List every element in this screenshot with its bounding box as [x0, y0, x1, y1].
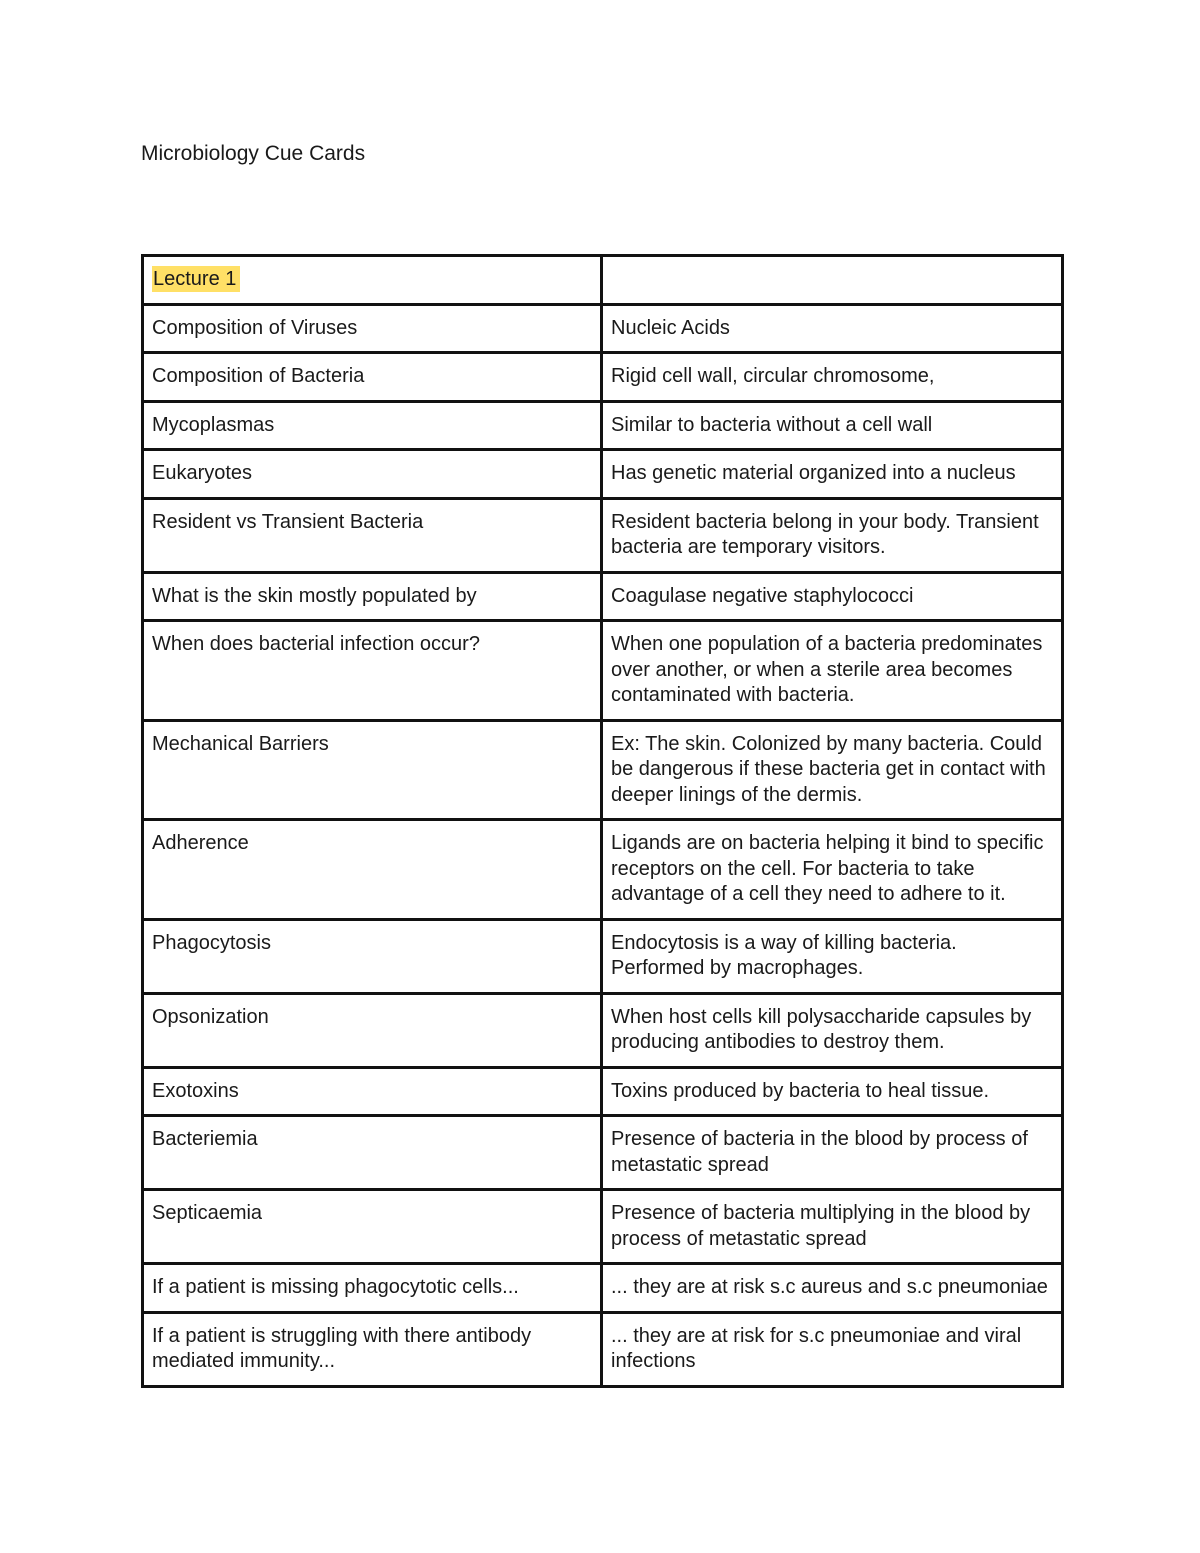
term-cell: Mechanical Barriers — [143, 720, 602, 820]
definition-cell: Endocytosis is a way of killing bacteria. Performed by macrophages. — [602, 919, 1063, 993]
table-row — [143, 1067, 1063, 1116]
table-row — [143, 353, 1063, 402]
table-row — [143, 621, 1063, 721]
section-label-highlight: Lecture 1 — [152, 266, 240, 292]
table-row — [143, 1264, 1063, 1313]
term-cell: Resident vs Transient Bacteria — [143, 498, 602, 572]
term-cell: Exotoxins — [143, 1067, 602, 1116]
term-cell: Bacteriemia — [143, 1116, 602, 1190]
section-header-cell — [143, 256, 602, 305]
term-cell: Phagocytosis — [143, 919, 602, 993]
table-row — [143, 993, 1063, 1067]
table-row — [143, 1312, 1063, 1386]
section-header-row — [143, 256, 1063, 305]
table-row — [143, 1190, 1063, 1264]
definition-cell: Coagulase negative staphylococci — [602, 572, 1063, 621]
term-cell: Mycoplasmas — [143, 401, 602, 450]
term-cell: Opsonization — [143, 993, 602, 1067]
cue-card-table-body — [143, 256, 1063, 1387]
table-row — [143, 1116, 1063, 1190]
term-cell: If a patient is missing phagocytotic cells... — [143, 1264, 602, 1313]
term-cell: Eukaryotes — [143, 450, 602, 499]
definition-cell: When host cells kill polysaccharide capsules by producing antibodies to destroy them. — [602, 993, 1063, 1067]
term-cell: Septicaemia — [143, 1190, 602, 1264]
page-title: Microbiology Cue Cards — [141, 142, 366, 165]
definition-cell: Presence of bacteria in the blood by process of metastatic spread — [602, 1116, 1063, 1190]
table-row — [143, 450, 1063, 499]
definition-cell: Resident bacteria belong in your body. Transient bacteria are temporary visitors. — [602, 498, 1063, 572]
definition-cell: Nucleic Acids — [602, 304, 1063, 353]
definition-cell: Toxins produced by bacteria to heal tissue. — [602, 1067, 1063, 1116]
definition-cell: Ex: The skin. Colonized by many bacteria. Could be dangerous if these bacteria get in contact with deeper linings of the dermis. — [602, 720, 1063, 820]
cue-card-table — [141, 254, 1064, 1388]
term-cell: Composition of Viruses — [143, 304, 602, 353]
term-cell: When does bacterial infection occur? — [143, 621, 602, 721]
definition-cell: Has genetic material organized into a nucleus — [602, 450, 1063, 499]
definition-cell: Rigid cell wall, circular chromosome, — [602, 353, 1063, 402]
term-cell: Composition of Bacteria — [143, 353, 602, 402]
definition-cell: Presence of bacteria multiplying in the blood by process of metastatic spread — [602, 1190, 1063, 1264]
definition-cell: Similar to bacteria without a cell wall — [602, 401, 1063, 450]
table-row — [143, 304, 1063, 353]
term-cell: If a patient is struggling with there antibody mediated immunity... — [143, 1312, 602, 1386]
term-cell: Adherence — [143, 820, 602, 920]
table-row — [143, 572, 1063, 621]
table-row — [143, 820, 1063, 920]
table-row — [143, 720, 1063, 820]
table-row — [143, 401, 1063, 450]
definition-cell: Ligands are on bacteria helping it bind to specific receptors on the cell. For bacteria to take advantage of a cell they need to adhere to it. — [602, 820, 1063, 920]
table-row — [143, 498, 1063, 572]
definition-cell: ... they are at risk for s.c pneumoniae and viral infections — [602, 1312, 1063, 1386]
section-value-cell — [602, 256, 1063, 305]
definition-cell: When one population of a bacteria predominates over another, or when a sterile area becomes contaminated with bacteria. — [602, 621, 1063, 721]
table-row — [143, 919, 1063, 993]
term-cell: What is the skin mostly populated by — [143, 572, 602, 621]
definition-cell: ... they are at risk s.c aureus and s.c pneumoniae — [602, 1264, 1063, 1313]
